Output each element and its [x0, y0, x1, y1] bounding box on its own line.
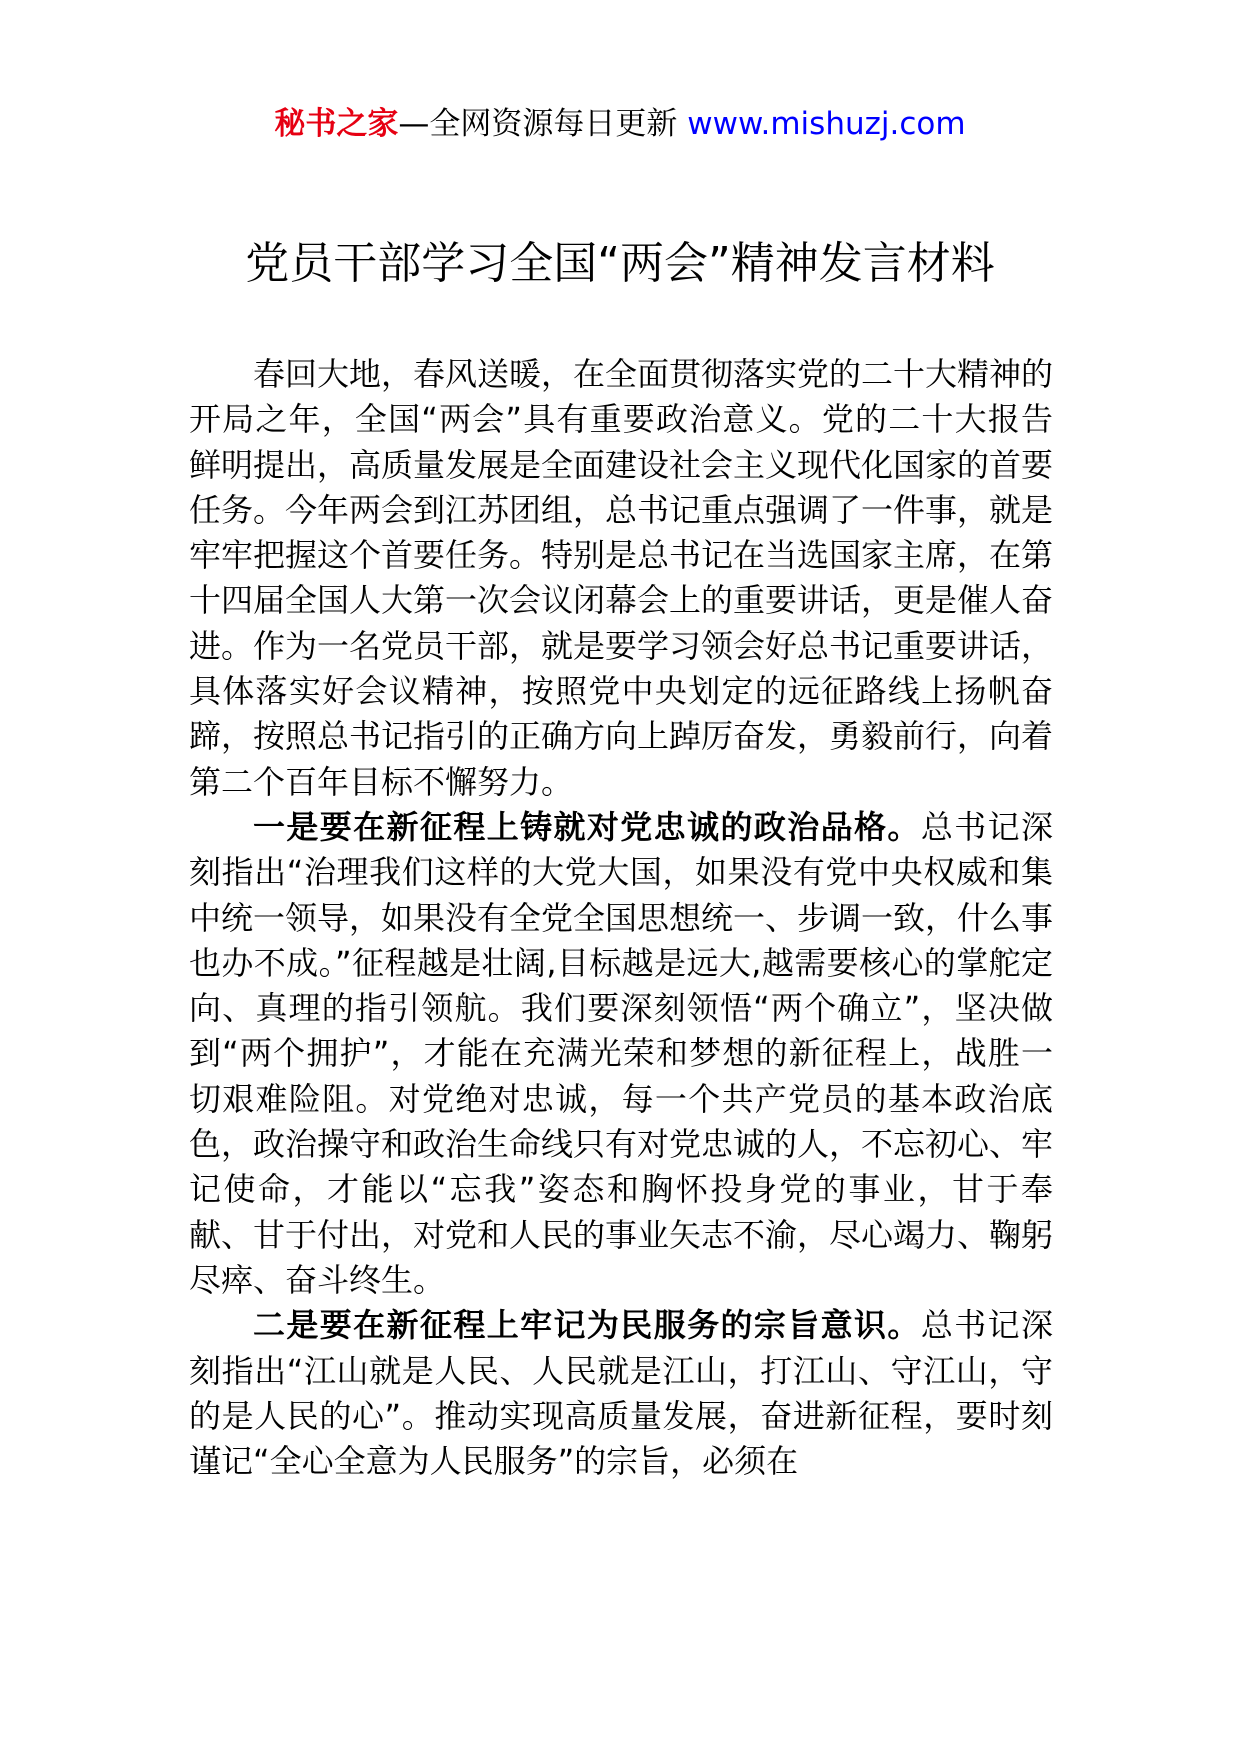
paragraph-lead: 一是要在新征程上铸就对党忠诚的政治品格。 [253, 807, 921, 846]
paragraph-text: 春回大地，春风送暖，在全面贯彻落实党的二十大精神的开局之年，全国“两会”具有重要政治意义。党的二十大报告鲜明提出，高质量发展是全面建设社会主义现代化国家的首要任务。今年两会到江苏团组，总书记重点强调了一件事，就是牢牢把握这个首要任务。特别是总书记在当选国家主席，在第十四届全国人大第一次会议闭幕会上的重要讲话，更是催人奋进。作为一名党员干部，就是要学习领会好总书记重要讲话，具体落实好会议精神，按照党中央划定的远征路线上扬帆奋蹄，按照总书记指引的正确方向上踔厉奋发，勇毅前行，向着第二个百年目标不懈努力。 [189, 355, 1054, 801]
document-body [189, 352, 1053, 1484]
site-header [0, 104, 1240, 144]
paragraph-point-two [189, 1303, 1053, 1484]
paragraph-text: 总书记深刻指出“治理我们这样的大党大国，如果没有党中央权威和集中统一领导，如果没有全党全国思想统一、步调一致，什么事也办不成。”征程越是壮阔,目标越是远大,越需要核心的掌舵定向、真理的指引领航。我们要深刻领悟“两个确立”，坚决做到“两个拥护”，才能在充满光荣和梦想的新征程上，战胜一切艰难险阻。对党绝对忠诚，每一个共产党员的基本政治底色，政治操守和政治生命线只有对党忠诚的人，不忘初心、牢记使命，才能以“忘我”姿态和胸怀投身党的事业，甘于奉献、甘于付出，对党和人民的事业矢志不渝，尽心竭力、鞠躬尽瘁、奋斗终生。 [189, 807, 1054, 1299]
paragraph-point-one [189, 805, 1053, 1303]
paragraph-lead: 二是要在新征程上牢记为民服务的宗旨意识。 [253, 1306, 921, 1345]
paragraph-text: 总书记深刻指出“江山就是人民、人民就是江山，打江山、守江山，守的是人民的心”。推动实现高质量发展，奋进新征程，要时刻谨记“全心全意为人民服务”的宗旨，必须在 [189, 1306, 1053, 1481]
site-brand: 秘书之家 [274, 106, 399, 142]
site-slogan: —全网资源每日更新 [398, 106, 688, 142]
site-url[interactable]: www.mishuzj.com [687, 106, 966, 142]
document-title: 党员干部学习全国“两会”精神发言材料 [245, 238, 995, 289]
paragraph-intro [189, 352, 1053, 805]
